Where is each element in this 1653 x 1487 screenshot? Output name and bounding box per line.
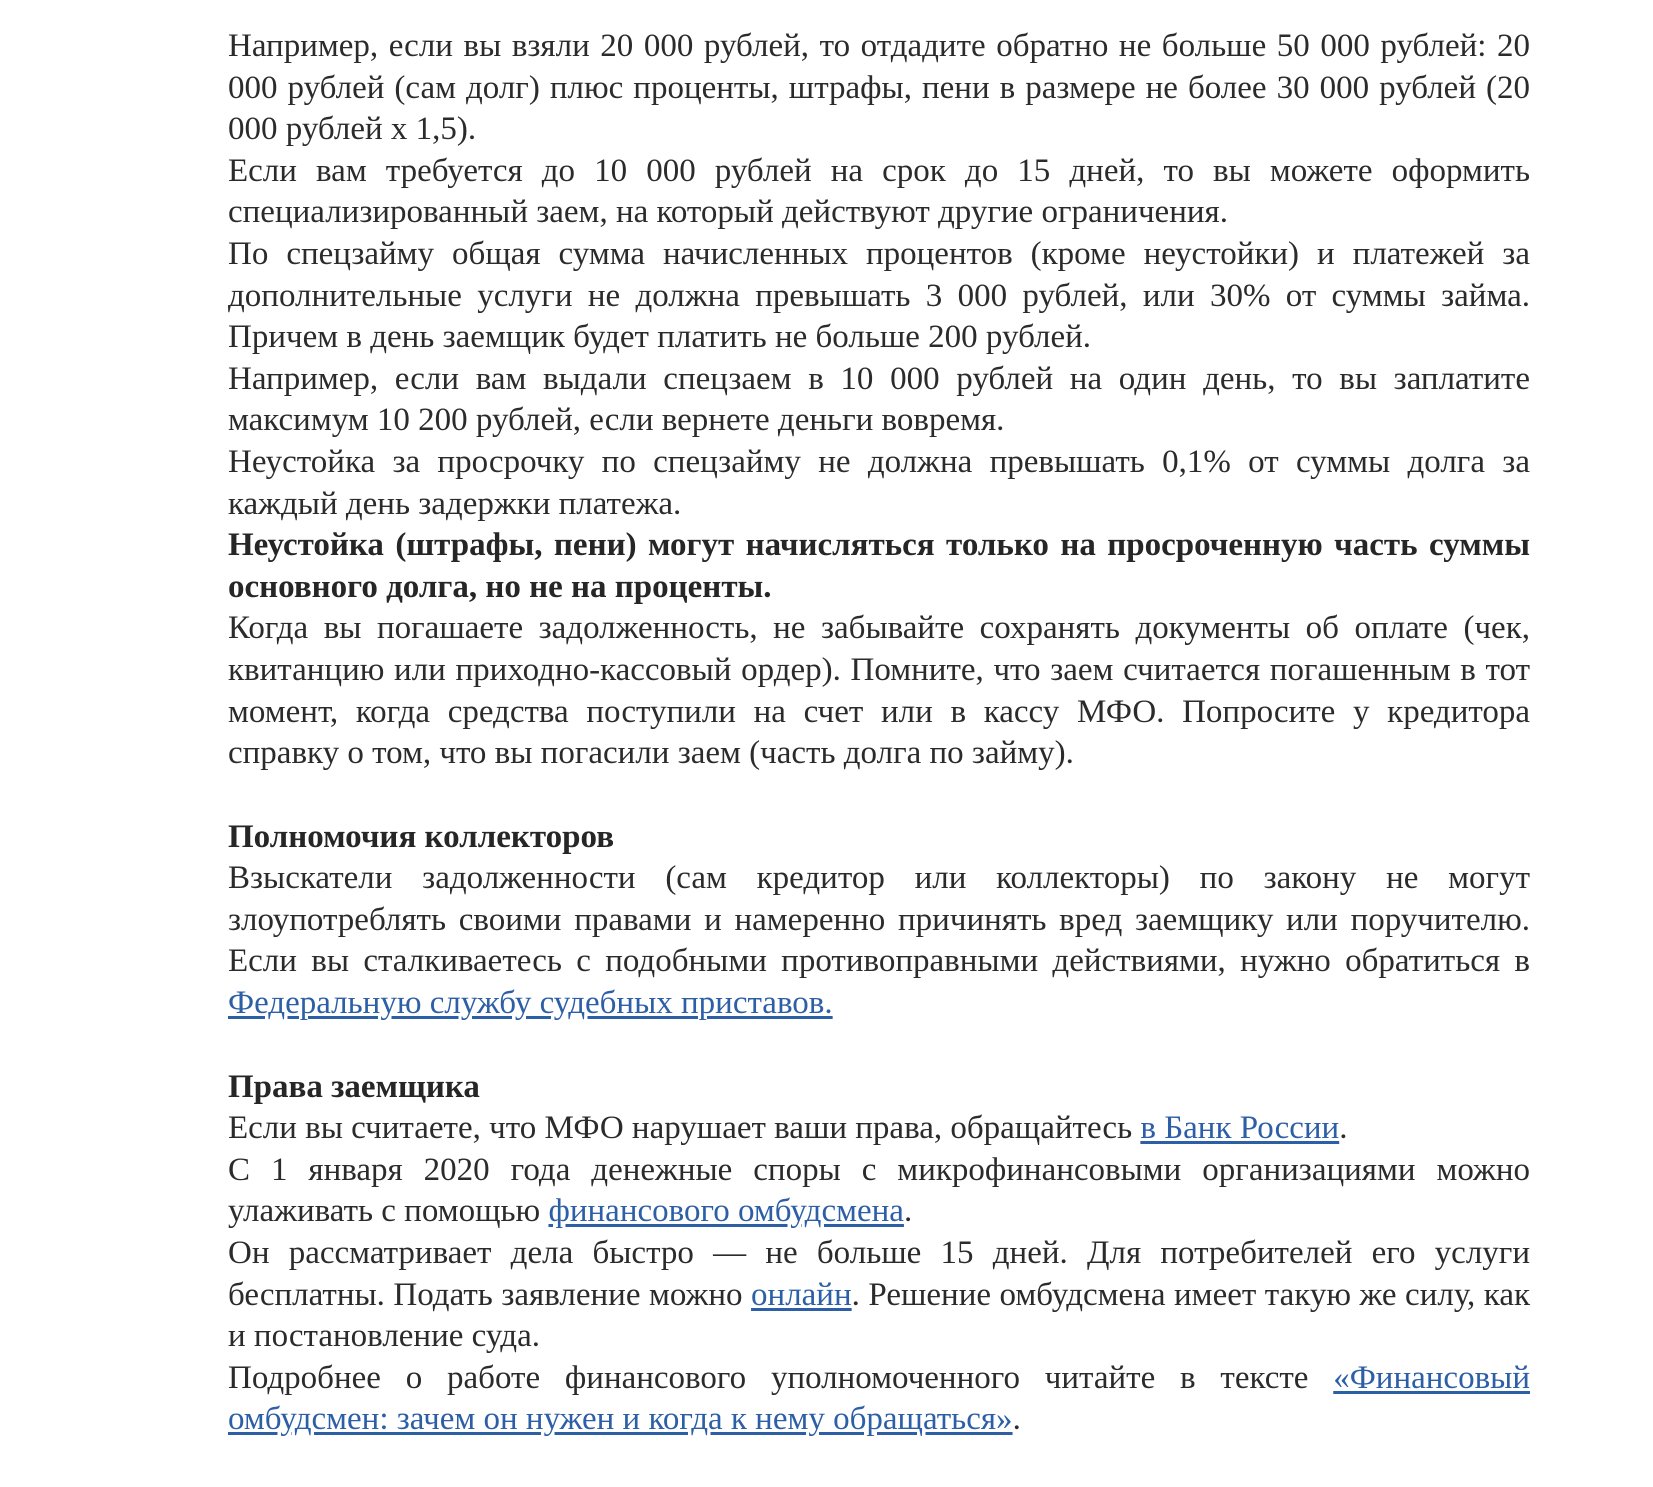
- paragraph-example-limit: Например, если вы взяли 20 000 рублей, то отдадите обратно не больше 50 000 рублей: 20 000 рублей (сам долг) плюс проценты, штрафы, пени в размере не более 30 000 рублей (20 000 рублей х 1,5).: [228, 28, 1530, 148]
- paragraph-special-loan-example: Например, если вам выдали спецзаем в 10 000 рублей на один день, то вы заплатите максимум 10 200 рублей, если вернете деньги вовремя.: [228, 360, 1530, 439]
- read-more-text: Подробнее о работе финансового уполномоченного читайте в тексте: [228, 1359, 1334, 1396]
- document-page: [228, 26, 1530, 1441]
- link-bank-of-russia[interactable]: в Банк России: [1140, 1110, 1340, 1147]
- paragraph-repayment-documents: Когда вы погашаете задолженность, не забывайте сохранять документы об оплате (чек, квитанцию или приходно-кассовый ордер). Помните, что заем считается погашенным в тот момент, когда средства поступили на счет или в кассу МФО. Попросите у кредитора справку о том, что вы погасили заем (часть долга по займу).: [228, 610, 1530, 772]
- link-fssp[interactable]: Федеральную службу судебных приставов.: [228, 985, 833, 1022]
- paragraph-read-more: [228, 1358, 1530, 1441]
- ombudsman-text-end: .: [903, 1193, 913, 1230]
- collectors-text: Взыскатели задолженности (сам кредитор или коллекторы) по закону не могут злоупотреблять своими правами и намеренно причинять вред заемщику или поручителю. Если вы сталкиваетесь с подобными противоправными действиями, нужно обратиться в: [228, 860, 1530, 980]
- ombudsman-text: С 1 января 2020 года денежные споры с микрофинансовыми организациями можно улаживать с помощью: [228, 1151, 1530, 1230]
- paragraph-penalty-limit: Неустойка за просрочку по спецзайму не должна превышать 0,1% от суммы долга за каждый день задержки платежа.: [228, 443, 1530, 522]
- section-gap: [228, 775, 1530, 817]
- paragraph-special-loan: Если вам требуется до 10 000 рублей на срок до 15 дней, то вы можете оформить специализированный заем, на который действуют другие ограничения.: [228, 152, 1530, 231]
- read-more-end: .: [1012, 1401, 1021, 1438]
- bank-text-end: .: [1339, 1110, 1348, 1147]
- ombudsman-details-end: . Решение омбудсмена имеет такую же силу, как и постановление суда.: [228, 1276, 1530, 1355]
- section-gap: [228, 1025, 1530, 1067]
- paragraph-collectors: [228, 858, 1530, 1024]
- link-financial-ombudsman[interactable]: финансового омбудсмена: [548, 1193, 904, 1230]
- heading-borrower-rights: Права заемщика: [228, 1068, 480, 1105]
- paragraph-penalty-note: Неустойка (штрафы, пени) могут начисляться только на просроченную часть суммы основного долга, но не на проценты.: [228, 527, 1530, 605]
- link-ombudsman-article[interactable]: «Финансовый омбудсмен: зачем он нужен и когда к нему обращаться»: [228, 1359, 1530, 1438]
- paragraph-bank-of-russia: [228, 1108, 1530, 1150]
- paragraph-ombudsman: [228, 1150, 1530, 1233]
- bank-text: Если вы считаете, что МФО нарушает ваши права, обращайтесь: [228, 1110, 1141, 1147]
- paragraph-special-loan-limits: По спецзайму общая сумма начисленных процентов (кроме неустойки) и платежей за дополнительные услуги не должна превышать 3 000 рублей, или 30% от суммы займа. Причем в день заемщик будет платить не больше 200 рублей.: [228, 235, 1530, 356]
- paragraph-ombudsman-details: [228, 1233, 1530, 1358]
- ombudsman-details-text: Он рассматривает дела быстро — не больше 15 дней. Для потребителей его услуги бесплатны. Подать заявление можно: [228, 1235, 1530, 1313]
- link-online[interactable]: онлайн: [751, 1276, 852, 1313]
- heading-collectors: Полномочия коллекторов: [228, 818, 615, 855]
